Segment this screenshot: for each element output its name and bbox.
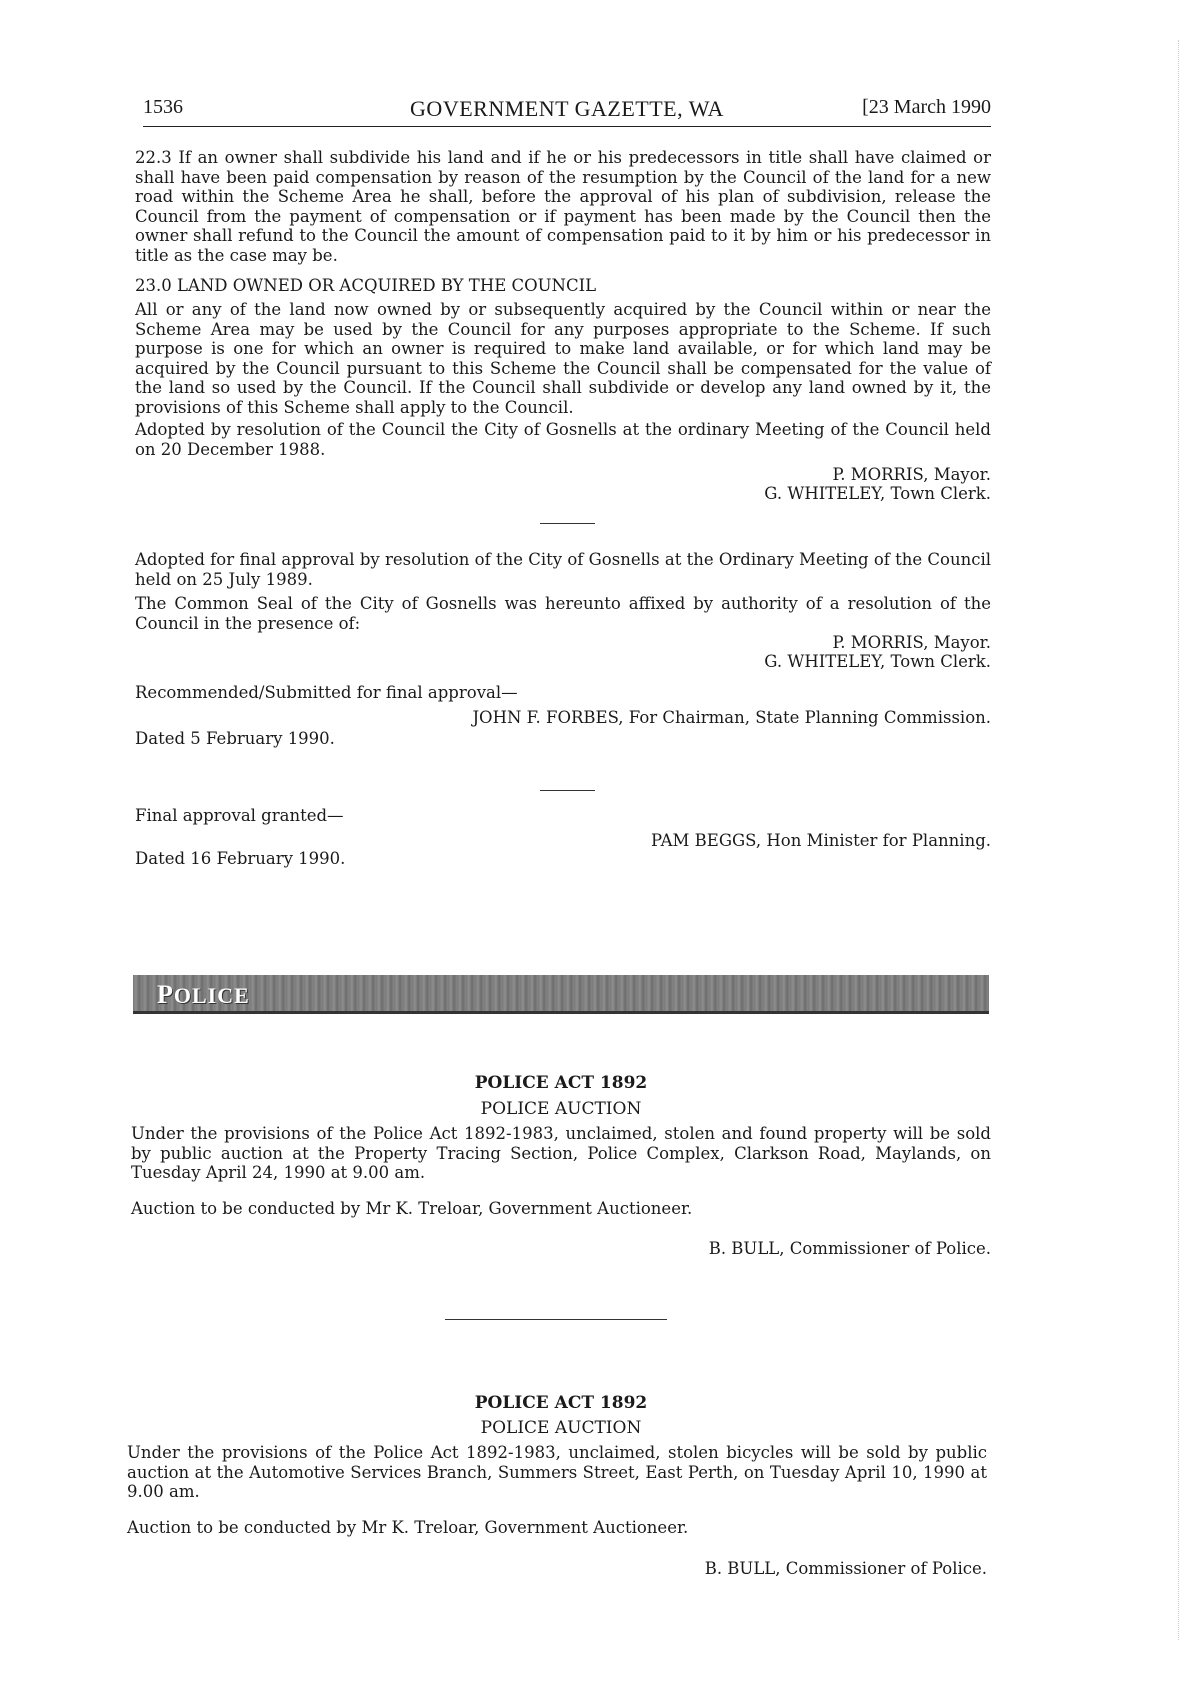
notice-divider [445, 1319, 667, 1320]
signature-clerk-1: G. WHITELEY, Town Clerk. [764, 484, 991, 503]
page-header [143, 92, 991, 127]
notice-1-auctioneer: Auction to be conducted by Mr K. Treloar, Government Auctioneer. [131, 1199, 693, 1218]
issue-date: [23 March 1990 [862, 96, 991, 118]
divider [540, 790, 595, 791]
divider [540, 523, 595, 524]
section-23-heading: 23.0 LAND OWNED OR ACQUIRED BY THE COUNCIL [135, 276, 597, 295]
notice-2-subtitle: POLICE AUCTION [480, 1418, 642, 1438]
notice-2-signature: B. BULL, Commissioner of Police. [704, 1559, 987, 1578]
scan-edge [1178, 40, 1179, 1640]
minister-signature: PAM BEGGS, Hon Minister for Planning. [651, 831, 991, 850]
dated-statement-2: Dated 16 February 1990. [135, 849, 346, 868]
section-22-3: 22.3 If an owner shall subdivide his land and if he or his predecessors in title shall have claimed or shall have been paid compensation by reason of the resumption by the Council of the land for a new road within the Scheme Area he shall, before the approval of his plan of subdivision, release the Council from the payment of compensation or if payment has been made by the Council then the owner shall refund to the Council the amount of compensation paid to it by him or his predecessor in title as the case may be. [135, 148, 991, 265]
final-approval-statement: Final approval granted— [135, 806, 344, 825]
common-seal-statement: The Common Seal of the City of Gosnells was hereunto affixed by authority of a resolution of the Council in the presence of: [135, 594, 991, 633]
police-section-banner [133, 975, 989, 1014]
adoption-statement: Adopted by resolution of the Council the City of Gosnells at the ordinary Meeting of the Council held on 20 December 1988. [135, 420, 991, 459]
signature-mayor-2: P. MORRIS, Mayor. [832, 633, 991, 652]
notice-1-body: Under the provisions of the Police Act 1892-1983, unclaimed, stolen and found property will be sold by public auction at the Property Tracing Section, Police Complex, Clarkson Road, Maylands, on Tuesday April 24, 1990 at 9.00 am. [131, 1124, 991, 1182]
commission-signature: JOHN F. FORBES, For Chairman, State Planning Commission. [472, 708, 991, 727]
notice-2-body: Under the provisions of the Police Act 1892-1983, unclaimed, stolen bicycles will be sold by public auction at the Automotive Services Branch, Summers Street, East Perth, on Tuesday April 10, 1990 at 9.00 am. [127, 1443, 987, 1501]
notice-2-auctioneer: Auction to be conducted by Mr K. Treloar, Government Auctioneer. [127, 1518, 689, 1537]
recommended-statement: Recommended/Submitted for final approval— [135, 683, 518, 702]
publication-title: GOVERNMENT GAZETTE, WA [410, 96, 724, 121]
dated-statement-1: Dated 5 February 1990. [135, 729, 335, 748]
notice-2-act-title: POLICE ACT 1892 [474, 1393, 648, 1413]
signature-clerk-2: G. WHITELEY, Town Clerk. [764, 652, 991, 671]
banner-label: POLICE [157, 980, 250, 1009]
notice-1-act-title: POLICE ACT 1892 [474, 1073, 648, 1093]
signature-mayor-1: P. MORRIS, Mayor. [832, 465, 991, 484]
final-adoption-statement: Adopted for final approval by resolution of the City of Gosnells at the Ordinary Meeting of the Council held on 25 July 1989. [135, 550, 991, 589]
notice-1-subtitle: POLICE AUCTION [480, 1099, 642, 1119]
page-number: 1536 [143, 96, 183, 118]
section-23-body: All or any of the land now owned by or subsequently acquired by the Council within or near the Scheme Area may be used by the Council for any purposes appropriate to the Scheme. If such purpose is one for which an owner is required to make land available, or for which land may be acquired by the Council pursuant to this Scheme the Council shall be compensated for the value of the land so used by the Council. If the Council shall subdivide or develop any land owned by it, the provisions of this Scheme shall apply to the Council. [135, 300, 991, 417]
notice-1-signature: B. BULL, Commissioner of Police. [708, 1239, 991, 1258]
